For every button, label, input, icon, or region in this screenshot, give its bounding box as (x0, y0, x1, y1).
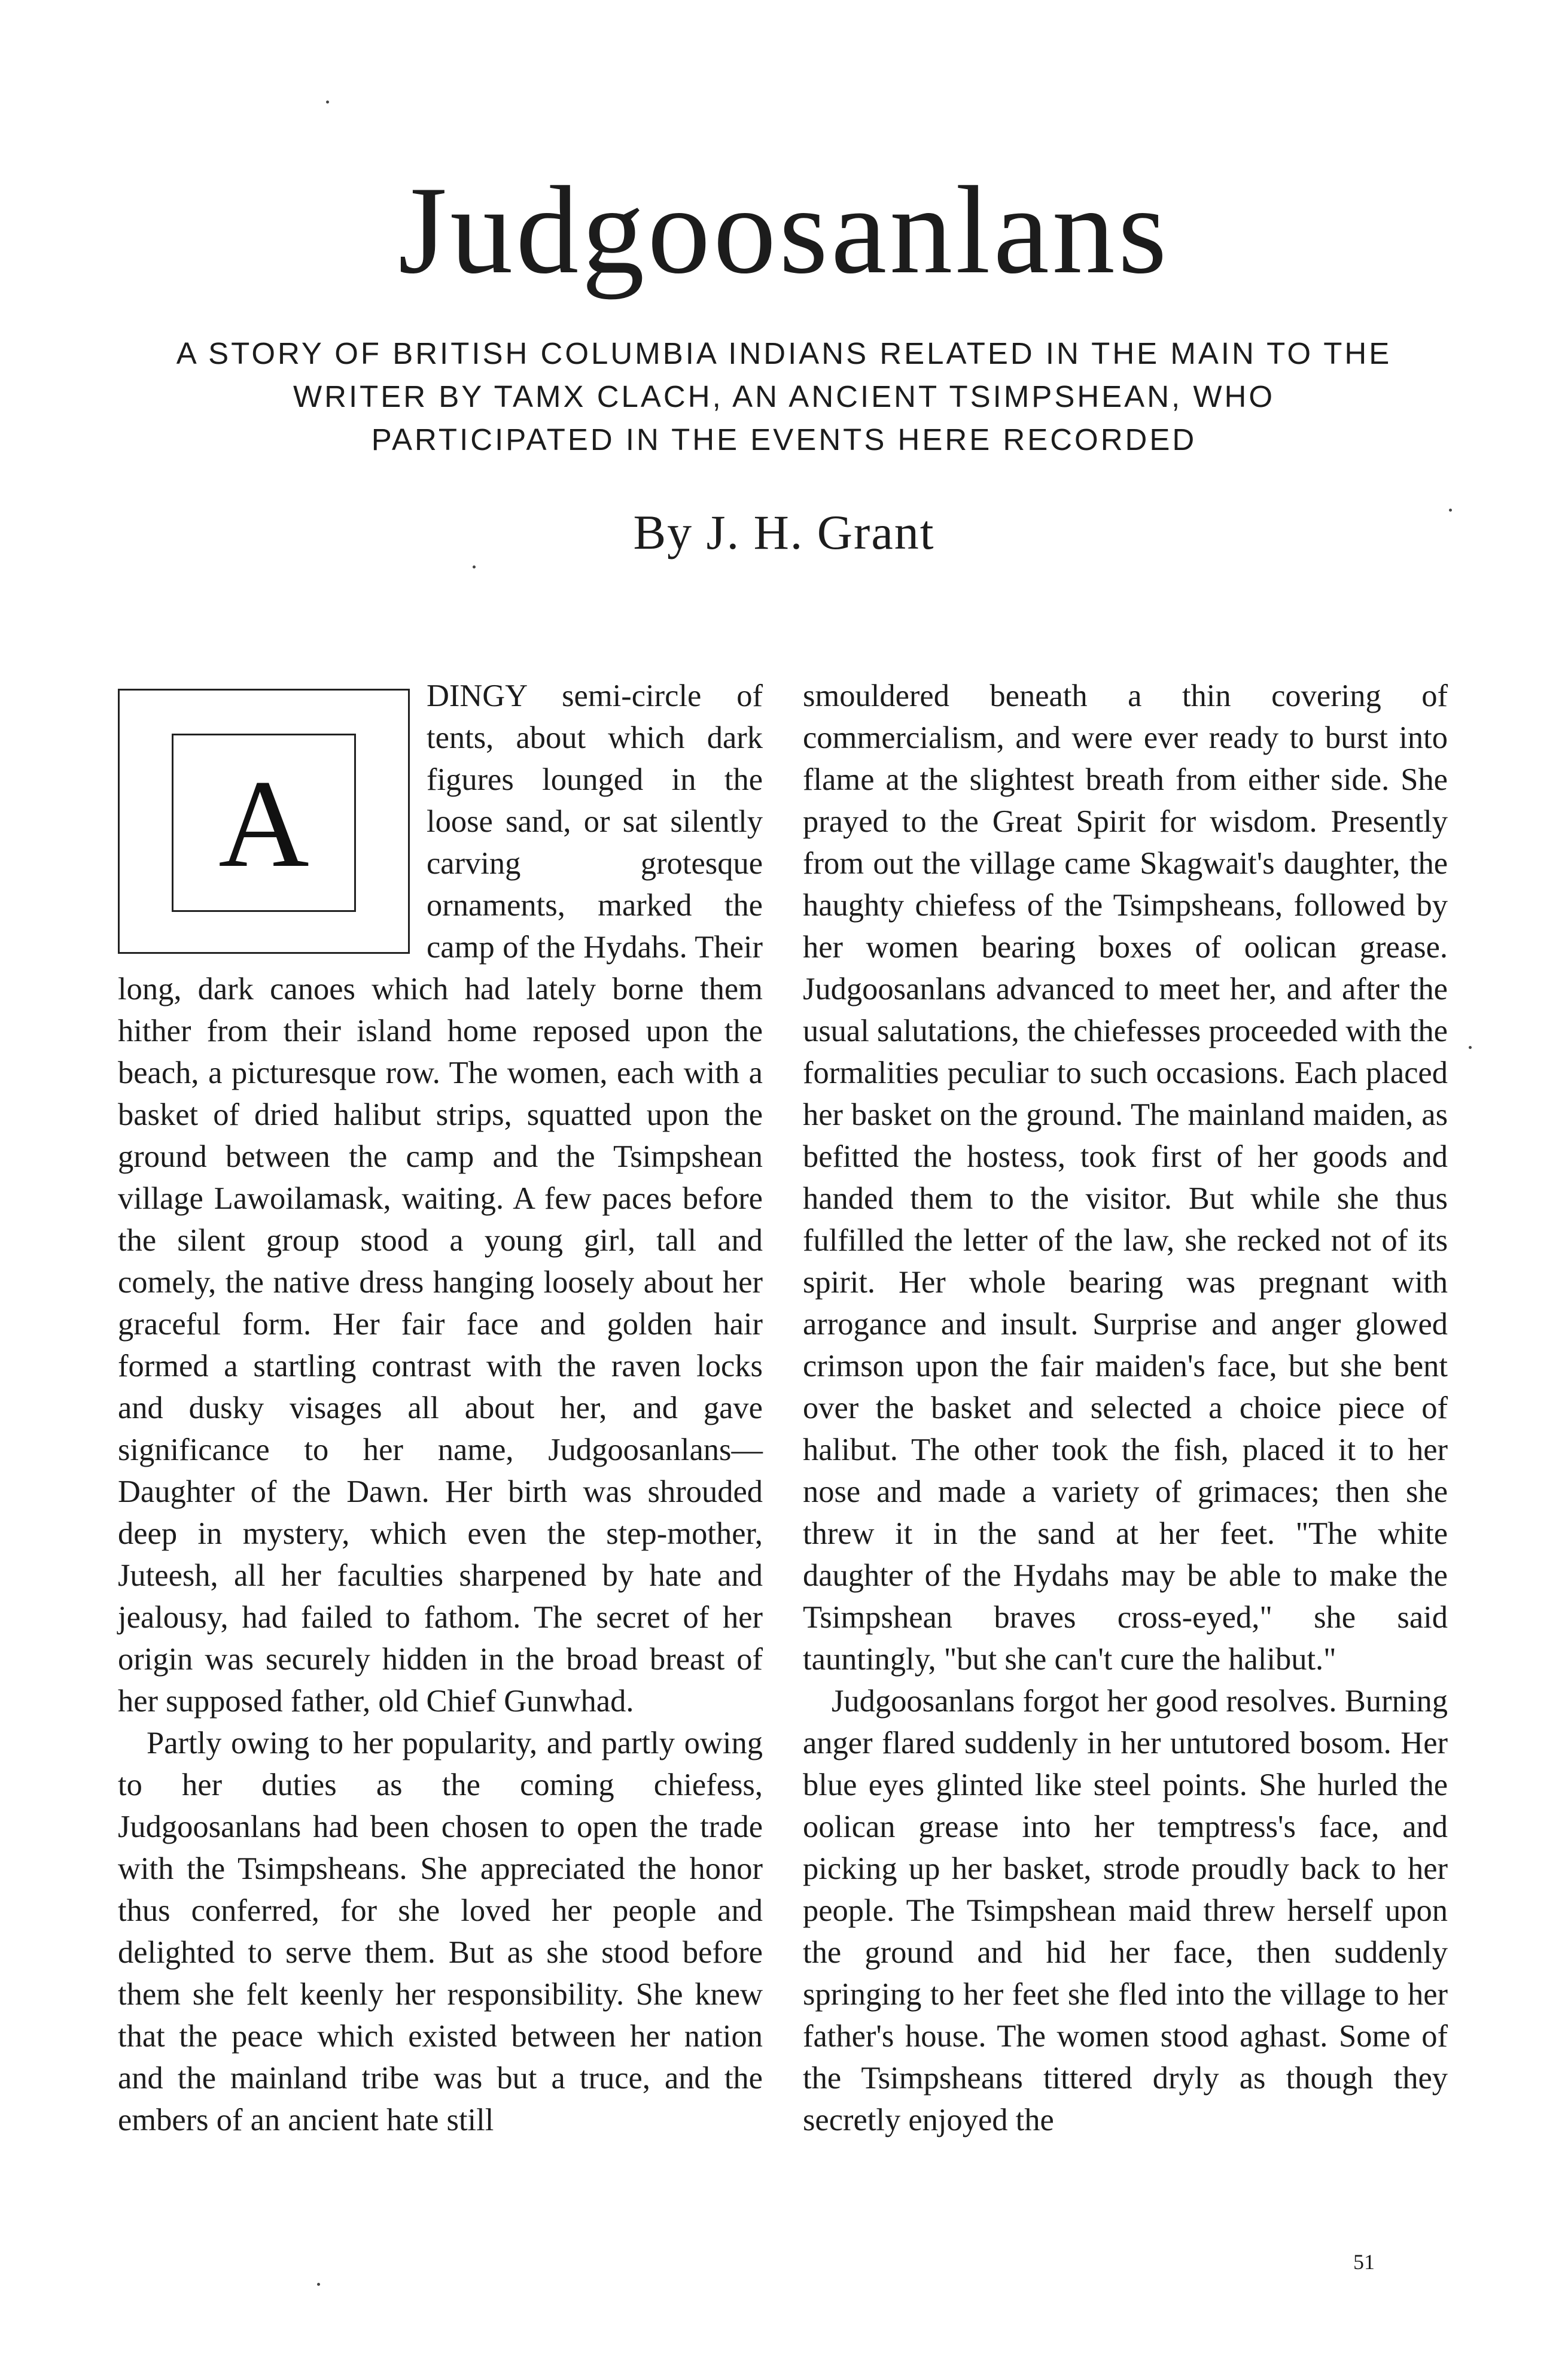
print-speck (317, 2283, 320, 2286)
left-paragraph-1: DINGY semi-circle of tents, about which dark figures lounged in the loose sand, or sat silently carving grotesque ornaments, marked the camp of the Hydahs. Their long, dark canoes which had lately borne them hither from their island home reposed upon the beach, a picturesque row. The women, each with a basket of dried halibut strips, squatted upon the ground between the camp and the Tsimpshean village Lawoilamask, waiting. A few paces before the silent group stood a young girl, tall and comely, the native dress hanging loosely about her graceful form. Her fair face and golden hair formed a startling contrast with the raven locks and dusky visages all about her, and gave significance to her name, Judgoosanlans—Daughter of the Dawn. Her birth was shrouded deep in mystery, which even the step-mother, Juteesh, all her faculties sharpened by hate and jealousy, had failed to fathom. The secret of her origin was securely hidden in the broad breast of her supposed father, old Chief Gunwhad. (118, 679, 763, 1719)
article-title: Judgoosanlans (398, 161, 1170, 300)
subtitle-line-3: PARTICIPATED IN THE EVENTS HERE RECORDED (371, 422, 1197, 457)
drop-cap-frame (172, 734, 356, 912)
left-column (118, 675, 763, 2231)
print-speck (1469, 1046, 1472, 1049)
drop-cap-letter: A (218, 755, 309, 893)
right-column (803, 675, 1448, 2231)
print-speck (473, 565, 476, 568)
subtitle-line-2: WRITER BY TAMX CLACH, AN ANCIENT TSIMPSHEAN, WHO (293, 379, 1275, 413)
drop-cap-box (118, 680, 410, 963)
author-byline: By J. H. Grant (633, 505, 935, 559)
subtitle-line-1: A STORY OF BRITISH COLUMBIA INDIANS RELATED IN THE MAIN TO THE (176, 336, 1392, 370)
print-speck (1449, 509, 1452, 512)
article-subtitle (108, 332, 1460, 461)
left-paragraph-2: Partly owing to her popularity, and partly owing to her duties as the coming chiefess, Judgoosanlans had been chosen to open the trade with the Tsimpsheans. She appreciated the honor thus conferred, for she loved her people and delighted to serve them. But as she stood before them she felt keenly her responsibility. She knew that the peace which existed between her nation and the mainland tribe was but a truce, and the embers of an ancient hate still (118, 1726, 763, 2137)
page-number: 51 (1353, 2250, 1375, 2274)
print-speck (326, 101, 329, 104)
right-paragraph-1: smouldered beneath a thin covering of commercialism, and were ever ready to burst into flame at the slightest breath from either side. She prayed to the Great Spirit for wisdom. Presently from out the village came Skagwait's daughter, the haughty chiefess of the Tsimpsheans, followed by her women bearing boxes of oolican grease. Judgoosanlans advanced to meet her, and after the usual salutations, the chiefesses proceeded with the formalities peculiar to such occasions. Each placed her basket on the ground. The mainland maiden, as befitted the hostess, took first of her goods and handed them to the visitor. But while she thus fulfilled the letter of the law, she recked not of its spirit. Her whole bearing was pregnant with arrogance and insult. Surprise and anger glowed crimson upon the fair maiden's face, but she bent over the basket and selected a choice piece of halibut. The other took the fish, placed it to her nose and made a variety of grimaces; then she threw it in the sand at her feet. "The white daughter of the Hydahs may be able to make the Tsimpshean braves cross-eyed," she said tauntingly, "but she can't cure the halibut." (803, 679, 1448, 1677)
right-paragraph-2: Judgoosanlans forgot her good resolves. Burning anger flared suddenly in her untutored bosom. Her blue eyes glinted like steel points. She hurled the oolican grease into her temptress's face, and picking up her basket, strode proudly back to her people. The Tsimpshean maid threw herself upon the ground and hid her face, then suddenly springing to her feet she fled into the village to her father's house. The women stood aghast. Some of the Tsimpsheans tittered dryly as though they secretly enjoyed the (803, 1684, 1448, 2137)
